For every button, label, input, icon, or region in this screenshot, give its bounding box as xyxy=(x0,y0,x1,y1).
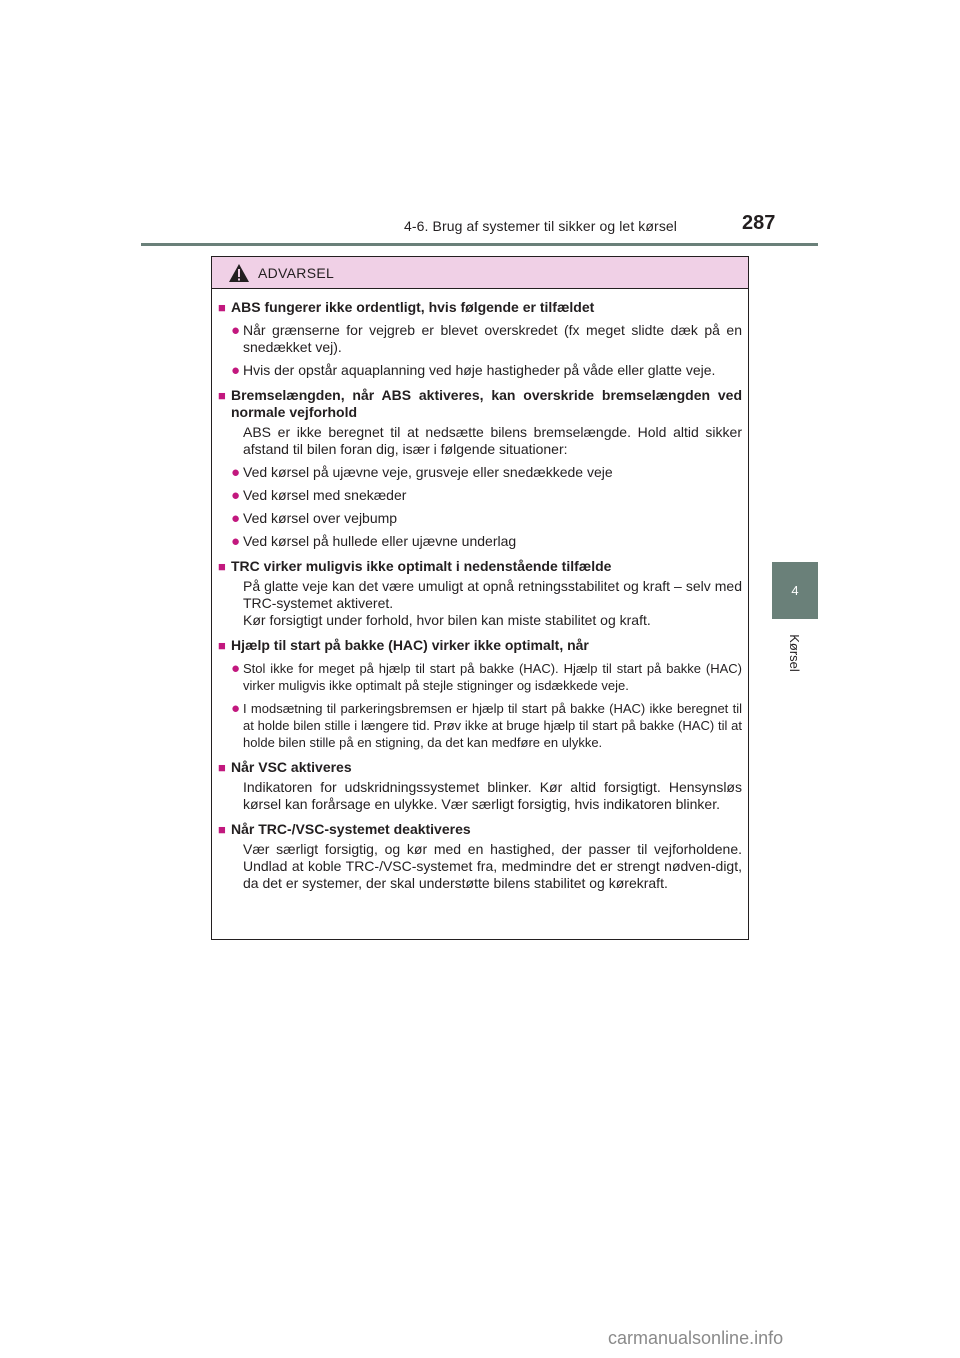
list-item: ● Når grænserne for vejgreb er blevet overskredet (fx meget slidte dæk på en snedækket vej). xyxy=(231,322,742,355)
round-bullet-icon: ● xyxy=(231,464,241,481)
round-bullet-icon: ● xyxy=(231,533,241,550)
list-item: ● Ved kørsel på hullede eller ujævne underlag xyxy=(231,533,517,550)
square-bullet-icon: ■ xyxy=(218,822,226,837)
page-number: 287 xyxy=(742,212,776,234)
section-text: På glatte veje kan det være umuligt at opnå retningsstabilitet og kraft – selv med TRC-systemet aktiveret. xyxy=(243,578,742,611)
chapter-label-text: Kørsel xyxy=(787,634,803,672)
round-bullet-icon: ● xyxy=(231,700,241,717)
section-vsc xyxy=(218,759,742,813)
list-item: ● Ved kørsel med snekæder xyxy=(231,487,407,504)
list-item: ● Ved kørsel på ujævne veje, grusveje eller snedækkede veje xyxy=(231,464,613,481)
warning-triangle-icon xyxy=(228,263,250,283)
round-bullet-icon: ● xyxy=(231,487,241,504)
warning-header xyxy=(212,257,748,289)
list-item: ● Ved kørsel over vejbump xyxy=(231,510,398,527)
section-trc-vsc-off xyxy=(218,821,742,892)
section-title: ■ Når VSC aktiveres xyxy=(218,759,352,775)
chapter-number: 4 xyxy=(791,583,799,598)
footer-watermark: carmanualsonline.info xyxy=(608,1328,784,1348)
square-bullet-icon: ■ xyxy=(218,638,226,653)
header-divider xyxy=(141,243,818,246)
header-title: 4-6. Brug af systemer til sikker og let kørsel xyxy=(404,218,678,234)
square-bullet-icon: ■ xyxy=(218,300,226,315)
section-text: Indikatoren for udskridningssystemet blinker. Kør altid forsigtigt. Hensynsløs kørsel kan forårsage en ulykke. Vær særligt forsigtig, hvis indikatoren blinker. xyxy=(243,779,742,812)
list-item: ● I modsætning til parkeringsbremsen er hjælp til start på bakke (HAC) ikke beregnet til at holde bilen stille i længere tid. Prøv ikke at bruge hjælp til start på bakke (HAC) til at holde bilen stille på en stigning, da det kan medføre en ulykke. xyxy=(231,700,742,750)
section-text: ABS er ikke beregnet til at nedsætte bilens bremselængde. Hold altid sikker afstand til bilen foran dig, især i følgende situationer: xyxy=(243,424,742,457)
section-hac xyxy=(218,637,742,751)
section-title: ■ ABS fungerer ikke ordentligt, hvis følgende er tilfældet xyxy=(218,299,595,315)
chapter-tab xyxy=(772,562,818,619)
warning-content xyxy=(212,289,748,892)
section-title: ■ Hjælp til start på bakke (HAC) virker ikke optimalt, når xyxy=(218,637,589,653)
round-bullet-icon: ● xyxy=(231,660,241,677)
section-title: ■ Når TRC-/VSC-systemet deaktiveres xyxy=(218,821,471,837)
section-text: Kør forsigtigt under forhold, hvor bilen kan miste stabilitet og kraft. xyxy=(243,612,651,628)
section-trc xyxy=(218,558,742,629)
square-bullet-icon: ■ xyxy=(218,559,226,574)
warning-box xyxy=(211,256,749,940)
warning-title: ADVARSEL xyxy=(258,264,335,281)
square-bullet-icon: ■ xyxy=(218,760,226,775)
section-braking-distance xyxy=(218,387,742,550)
section-title: ■ Bremselængden, når ABS aktiveres, kan overskride bremselængden ved normale vejforhold xyxy=(218,387,742,420)
section-text: Vær særligt forsigtig, og kør med en hastighed, der passer til vejforholdene. Undlad at koble TRC-/VSC-systemet fra, medmindre det er strengt nødven-digt, da det er systemer, der skal understøtte bilens stabilitet og kørekraft. xyxy=(243,841,742,891)
square-bullet-icon: ■ xyxy=(218,388,226,403)
list-item: ● Stol ikke for meget på hjælp til start på bakke (HAC). Hjælp til start på bakke (HAC) virker muligvis ikke optimalt på stejle stigninger og isdækkede veje. xyxy=(231,660,742,693)
section-title: ■ TRC virker muligvis ikke optimalt i nedenstående tilfælde xyxy=(218,558,612,574)
round-bullet-icon: ● xyxy=(231,510,241,527)
list-item: ● Hvis der opstår aquaplanning ved høje hastigheder på våde eller glatte veje. xyxy=(231,362,716,379)
section-abs-malfunction xyxy=(218,299,742,379)
chapter-label xyxy=(770,628,820,678)
round-bullet-icon: ● xyxy=(231,362,241,379)
round-bullet-icon: ● xyxy=(231,322,241,339)
